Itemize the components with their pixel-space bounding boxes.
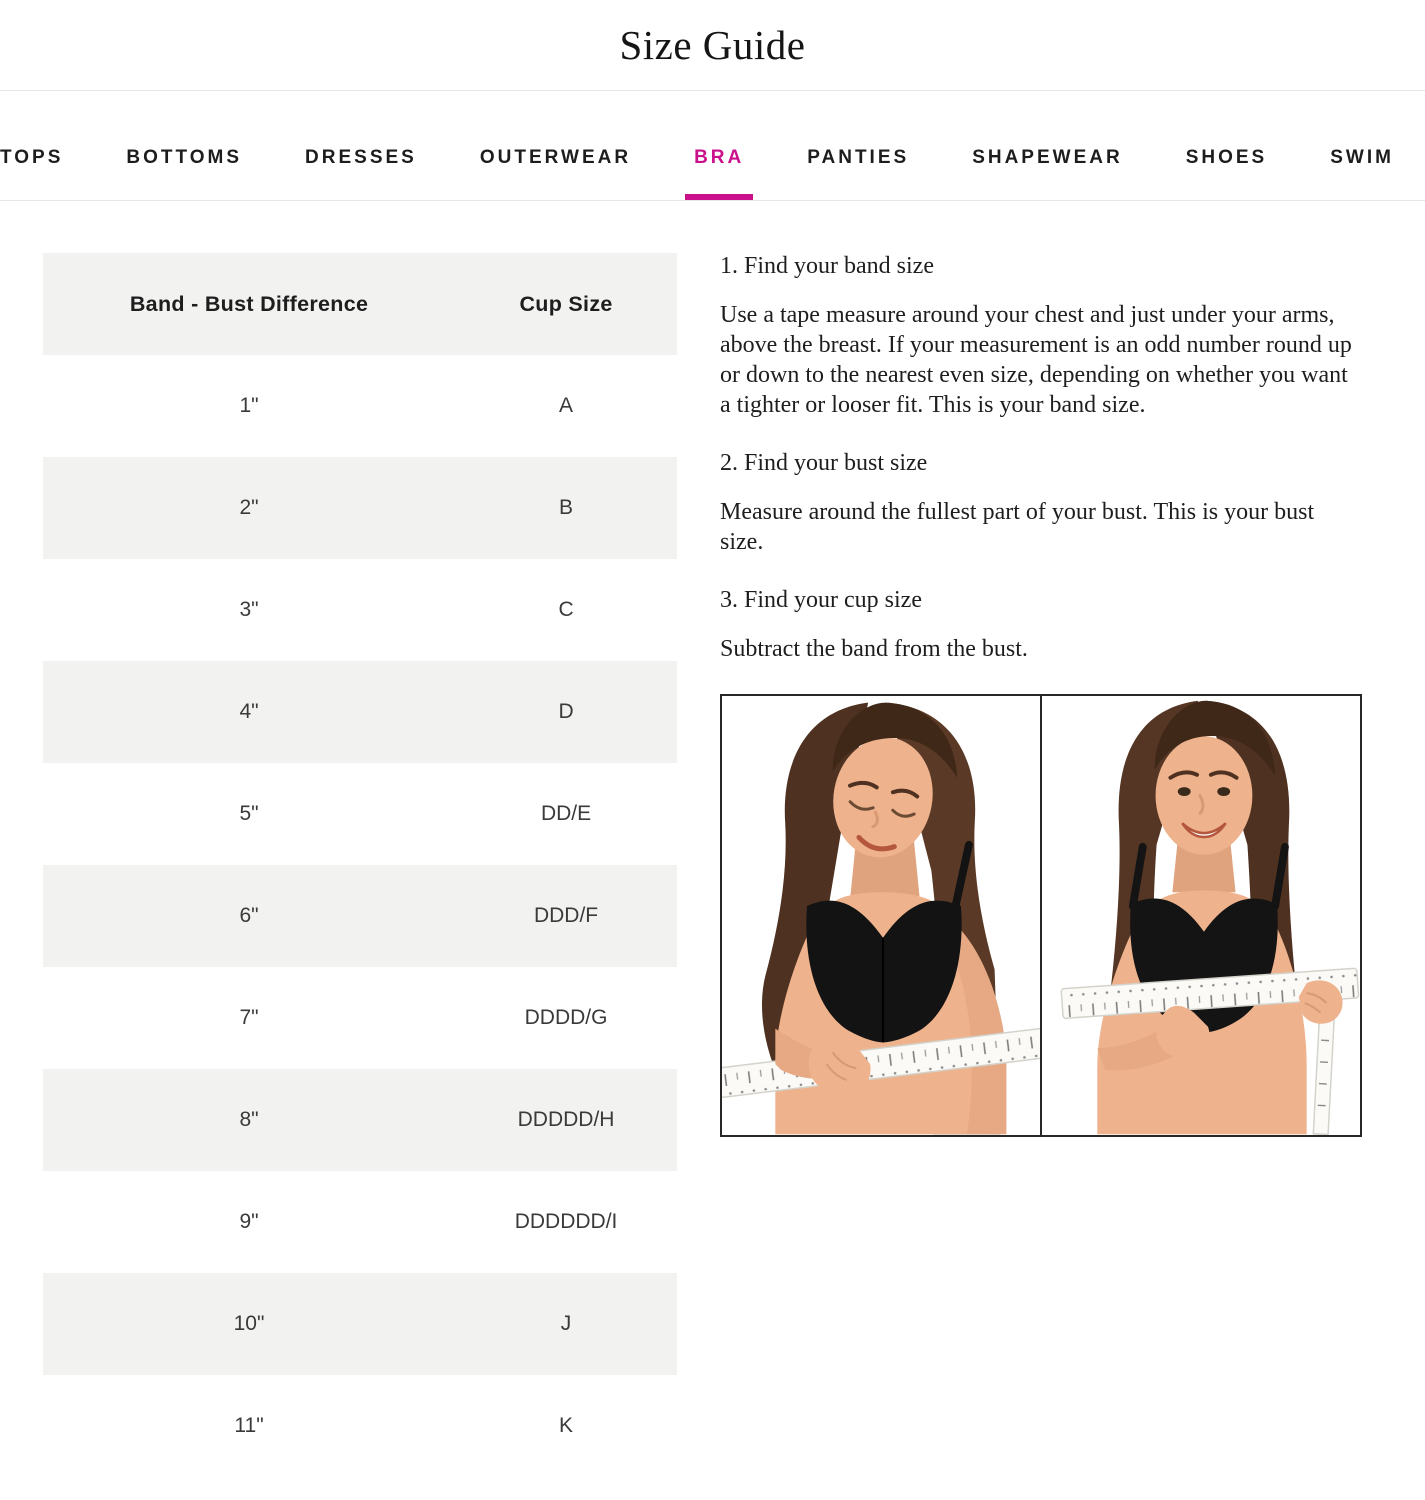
band-bust-difference-value: 3" bbox=[239, 598, 259, 621]
step-3-heading: 3. Find your cup size bbox=[720, 587, 922, 613]
cup-size-value: DD/E bbox=[540, 802, 592, 825]
cup-size-value: C bbox=[558, 598, 574, 621]
category-tabbar bbox=[0, 91, 1425, 201]
table-row bbox=[43, 1171, 677, 1273]
table-row bbox=[43, 457, 677, 559]
table-row bbox=[43, 1069, 677, 1171]
band-bust-difference-value: 2" bbox=[239, 496, 259, 519]
page-title: Size Guide bbox=[619, 22, 806, 68]
main-content bbox=[0, 201, 1425, 1477]
band-bust-difference-value: 9" bbox=[239, 1210, 259, 1233]
column-header-band-bust-difference: Band - Bust Difference bbox=[129, 291, 369, 316]
measuring-instructions bbox=[720, 253, 1362, 1137]
table-row bbox=[43, 967, 677, 1069]
bust-measurement-photo bbox=[1040, 694, 1362, 1137]
tab-tops[interactable]: TOPS bbox=[0, 146, 64, 168]
table-row bbox=[43, 355, 677, 457]
band-bust-difference-value: 11" bbox=[234, 1414, 264, 1437]
cup-size-value: K bbox=[559, 1414, 574, 1437]
tab-dresses[interactable]: DRESSES bbox=[305, 146, 417, 168]
band-measure-illustration bbox=[722, 696, 1040, 1135]
band-bust-difference-value: 6" bbox=[239, 904, 259, 927]
table-row bbox=[43, 1375, 677, 1477]
tab-outerwear[interactable]: OUTERWEAR bbox=[479, 146, 632, 168]
tab-shoes[interactable]: SHOES bbox=[1185, 146, 1268, 168]
band-bust-difference-value: 1" bbox=[239, 394, 259, 417]
tab-shapewear[interactable]: SHAPEWEAR bbox=[972, 146, 1123, 168]
step-1-body: Use a tape measure around your chest and just under your arms, above the breast. If your measurement is an odd number round up or down to the nearest even size, depending on whether you want a tighter or looser fit. This is your band size. bbox=[720, 302, 1352, 418]
tab-bottoms[interactable]: BOTTOMS bbox=[126, 146, 243, 168]
tab-panties[interactable]: PANTIES bbox=[807, 146, 910, 168]
header bbox=[0, 0, 1425, 91]
tab-bra[interactable]: BRA bbox=[694, 115, 744, 200]
table-row bbox=[43, 559, 677, 661]
measurement-photos bbox=[720, 694, 1362, 1137]
band-bust-difference-value: 5" bbox=[239, 802, 259, 825]
table-header-row bbox=[43, 253, 677, 355]
column-header-cup-size: Cup Size bbox=[519, 291, 613, 316]
step-3-body: Subtract the band from the bust. bbox=[720, 636, 1028, 662]
cup-size-value: DDD/F bbox=[533, 904, 599, 927]
band-bust-difference-value: 10" bbox=[233, 1312, 265, 1335]
table-row bbox=[43, 1273, 677, 1375]
cup-size-value: DDDD/G bbox=[524, 1006, 608, 1029]
band-bust-difference-value: 7" bbox=[239, 1006, 259, 1029]
table-row bbox=[43, 865, 677, 967]
tab-swim[interactable]: SWIM bbox=[1330, 146, 1394, 168]
cup-size-table bbox=[43, 253, 677, 1477]
cup-size-value: DDDDDD/I bbox=[514, 1210, 618, 1233]
cup-size-value: DDDDD/H bbox=[517, 1108, 615, 1131]
band-measurement-photo bbox=[720, 694, 1042, 1137]
step-2-heading: 2. Find your bust size bbox=[720, 450, 928, 476]
cup-size-value: D bbox=[558, 700, 574, 723]
table-row bbox=[43, 763, 677, 865]
cup-size-value: A bbox=[559, 394, 574, 417]
step-1-heading: 1. Find your band size bbox=[720, 253, 934, 279]
band-bust-difference-value: 8" bbox=[239, 1108, 259, 1131]
cup-size-value: J bbox=[560, 1312, 572, 1335]
table-row bbox=[43, 661, 677, 763]
band-bust-difference-value: 4" bbox=[239, 700, 259, 723]
cup-size-value: B bbox=[559, 496, 574, 519]
bust-measure-illustration bbox=[1042, 696, 1360, 1135]
step-2-body: Measure around the fullest part of your bust. This is your bust size. bbox=[720, 499, 1315, 555]
